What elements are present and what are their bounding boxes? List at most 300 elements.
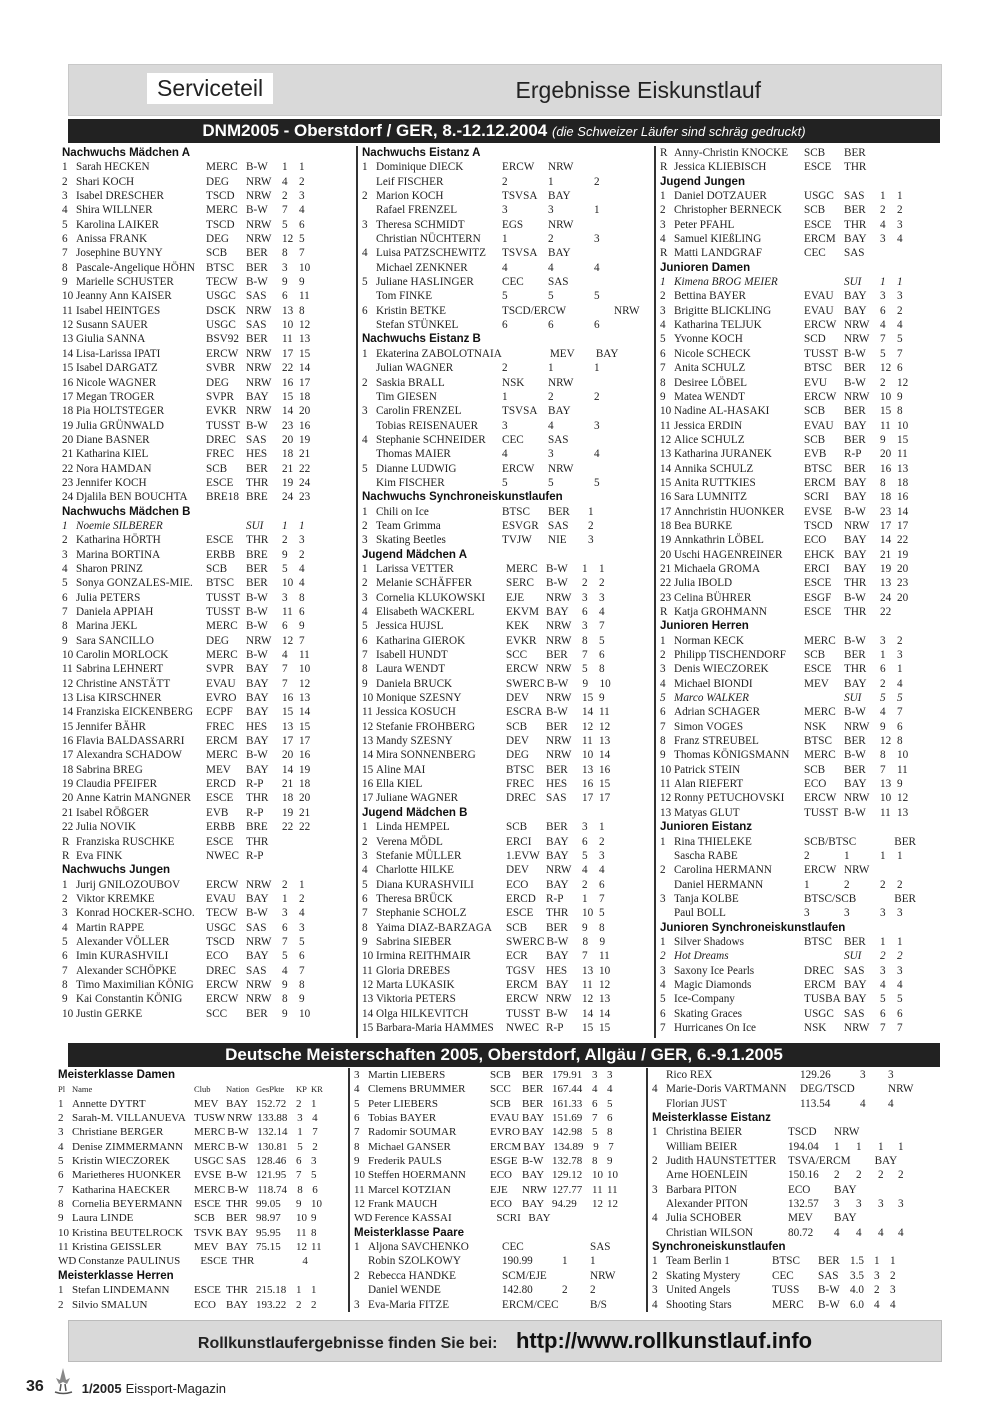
- name: Michael BIONDI: [674, 677, 753, 690]
- name: Matea WENDT: [674, 390, 745, 403]
- name: Samuel KIEßLING: [674, 233, 762, 246]
- result-row: [660, 232, 950, 246]
- score-a: 21: [282, 462, 294, 475]
- score-b: 3: [897, 964, 903, 977]
- score-a: 3: [880, 233, 886, 246]
- place: 15: [362, 1021, 374, 1034]
- score-a: [598, 1211, 611, 1225]
- club: SCB: [206, 247, 228, 260]
- score-a: NRW: [614, 304, 640, 317]
- score-a: 9: [282, 548, 288, 561]
- score-a: 3: [582, 620, 588, 633]
- name: Cornelia BEYERMANN: [72, 1198, 183, 1211]
- score-a: 20: [880, 448, 892, 461]
- result-row: [362, 605, 656, 619]
- name: Stephanie SCHOLZ: [376, 907, 467, 920]
- result-row: [62, 232, 354, 246]
- club: ESGE: [490, 1155, 518, 1168]
- place: 1: [62, 519, 68, 532]
- result-row: [652, 1183, 948, 1197]
- club: EVKR: [206, 405, 237, 418]
- result-row: [58, 1111, 348, 1125]
- region: R-P: [246, 849, 264, 862]
- place: 24: [62, 491, 74, 504]
- score-b: 12: [897, 376, 909, 389]
- result-row: [362, 849, 656, 863]
- score-a: 2: [296, 1097, 302, 1110]
- score-a: B/S: [590, 1298, 607, 1311]
- score-b: 20: [897, 591, 909, 604]
- name: Anita RUTTKIES: [674, 476, 756, 489]
- score-b: 9: [897, 778, 903, 791]
- region: NRW: [844, 333, 870, 346]
- score-a: 16: [880, 462, 892, 475]
- score-a: 2: [880, 878, 886, 891]
- category-heading: Meisterklasse Eistanz: [652, 1112, 771, 1125]
- place: R: [660, 161, 668, 174]
- name: Giulia SANNA: [76, 333, 146, 346]
- score-a: BAY: [595, 347, 619, 360]
- club: TVJW: [502, 534, 532, 547]
- club: BTSC: [804, 362, 832, 375]
- club: TSCD/ERCW: [502, 304, 567, 317]
- result-row: [354, 1183, 648, 1197]
- club: ERBB: [206, 821, 236, 834]
- club: CEC: [804, 247, 826, 260]
- total: 1.5: [850, 1255, 864, 1268]
- event-title: DNM2005 - Oberstdorf / GER, 8.-12.12.2004: [202, 121, 548, 140]
- score-b: 3: [299, 921, 305, 934]
- place: 22: [62, 462, 74, 475]
- result-row: [62, 246, 354, 260]
- club: EVSE: [804, 505, 832, 518]
- name: Shari KOCH: [76, 175, 135, 188]
- name: Juliane HASLINGER: [376, 276, 474, 289]
- club: BTSC: [772, 1255, 800, 1268]
- score-a: 7: [282, 663, 288, 676]
- result-row: [660, 591, 950, 605]
- score-a: 1: [880, 190, 886, 203]
- place: 11: [660, 419, 671, 432]
- region: BER: [522, 1069, 544, 1081]
- score-a: 8: [880, 476, 886, 489]
- region: [853, 1154, 873, 1168]
- score-b: 2: [878, 1169, 884, 1182]
- name: Alexander SCHÖPKE: [76, 964, 177, 977]
- category-heading: Meisterklasse Herren: [58, 1269, 174, 1282]
- region: 1: [834, 1140, 840, 1153]
- club: MERC: [194, 1126, 226, 1139]
- score-a: 12: [592, 1198, 603, 1211]
- score-a: 2: [880, 677, 886, 690]
- result-row: [362, 935, 656, 949]
- name: Dianne LUDWIG: [376, 462, 457, 475]
- place: 6: [362, 634, 368, 647]
- name: Linda HEMPEL: [376, 821, 450, 834]
- club: EGS: [502, 218, 524, 231]
- result-row: [58, 1240, 348, 1254]
- club: NSK: [804, 1021, 827, 1034]
- club: SCB: [490, 1069, 511, 1081]
- club: ERCW: [502, 161, 535, 174]
- score-b: 4: [299, 907, 305, 920]
- score-a: 1: [282, 519, 288, 532]
- place: 4: [62, 562, 68, 575]
- region: THR: [246, 835, 269, 848]
- place: [362, 261, 374, 275]
- region: B-W: [844, 347, 866, 360]
- place: 2: [652, 1269, 658, 1282]
- score-b: 17: [599, 792, 611, 805]
- region: BER: [246, 261, 268, 274]
- region: [562, 1269, 588, 1283]
- name: Simon VOGES: [674, 720, 744, 733]
- place: 8: [660, 376, 666, 389]
- region: [858, 892, 892, 906]
- name: Annchristin HUONKER: [674, 505, 785, 518]
- place: 19: [62, 419, 74, 432]
- score-b: 2: [312, 1140, 318, 1153]
- place: 5: [660, 333, 666, 346]
- name: Shira WILLNER: [76, 204, 153, 217]
- result-row: [660, 705, 950, 719]
- region: BER: [818, 1255, 840, 1268]
- place: 6: [362, 892, 368, 905]
- result-row: [362, 921, 656, 935]
- region: BAY: [546, 878, 569, 891]
- region: BER: [246, 562, 268, 575]
- score-b: 1: [599, 562, 605, 575]
- score-a: 4: [880, 218, 886, 231]
- score-a: 2: [296, 1298, 302, 1311]
- score-a: 4: [594, 261, 600, 274]
- score-a: 3: [582, 821, 588, 834]
- club: ESCE: [506, 907, 534, 920]
- result-row: [362, 476, 656, 490]
- score-a: 13: [880, 778, 892, 791]
- result-row: [62, 318, 354, 332]
- region: BAY: [546, 849, 569, 862]
- club: ERCW: [804, 864, 837, 877]
- score-b: 18: [299, 778, 311, 791]
- result-row: [362, 791, 656, 805]
- region: SAS: [246, 290, 267, 303]
- score-a: 5: [582, 663, 588, 676]
- club: MERC: [804, 706, 836, 719]
- score-a: SAS: [590, 1241, 611, 1254]
- event-banner-dnm: [68, 119, 940, 143]
- name: Adrian SCHAGER: [674, 706, 761, 719]
- score-a: 18: [880, 491, 892, 504]
- place: 1: [362, 821, 368, 834]
- result-row: [62, 619, 354, 633]
- region: BAY: [844, 233, 867, 246]
- place: 12: [62, 677, 74, 690]
- name: Flavia BALDASSARRI: [76, 735, 185, 748]
- place: 17: [62, 390, 74, 403]
- score-b: 3: [607, 1069, 613, 1081]
- place: 17: [660, 505, 672, 518]
- club: TSCD: [206, 218, 235, 231]
- result-row: [362, 433, 656, 447]
- name: Nicole WAGNER: [76, 376, 157, 389]
- score-b: 5: [299, 935, 305, 948]
- name: Marielle SCHUSTER: [76, 276, 174, 289]
- score-b: [897, 246, 912, 260]
- result-row: [62, 275, 354, 289]
- score-b: [881, 1211, 899, 1225]
- result-row: [362, 978, 656, 992]
- score-b: 6: [897, 720, 903, 733]
- result-row: [354, 1298, 648, 1312]
- place: 22: [660, 577, 672, 590]
- name: Aline MAI: [376, 763, 426, 776]
- region: SUI: [844, 692, 862, 705]
- name: Sonya GONZALES-MIE.: [76, 577, 193, 590]
- total-points: 99.05: [256, 1198, 281, 1211]
- place: 4: [362, 433, 368, 446]
- score-b: 23: [299, 491, 311, 504]
- score-b: 9: [599, 692, 605, 705]
- score-a: 7: [880, 1021, 886, 1034]
- score-b: 1: [599, 821, 605, 834]
- place: 21: [62, 448, 74, 461]
- score-b: 6: [299, 606, 305, 618]
- place: 21: [660, 562, 672, 575]
- score-a: 2: [588, 519, 594, 532]
- score-b: 2: [897, 950, 903, 963]
- name: Julia SCHOBER: [666, 1212, 742, 1225]
- place: 4: [652, 1083, 658, 1096]
- region: SAS: [246, 319, 267, 332]
- name: Josephine BUYNY: [76, 247, 163, 260]
- club: DEG/TSCD: [800, 1083, 855, 1096]
- score-b: 5: [599, 634, 605, 647]
- category-heading: Nachwuchs Synchroneiskunstlaufen: [362, 491, 563, 504]
- name: Kai Constantin KÖNIG: [76, 993, 183, 1006]
- score-b: [605, 533, 620, 547]
- place: [354, 1254, 366, 1268]
- result-row: [62, 376, 354, 390]
- score-b: 21: [299, 448, 311, 461]
- score-b: [899, 1154, 917, 1168]
- result-row: [362, 562, 656, 576]
- name: Frank MAUCH: [368, 1198, 438, 1211]
- score-a: 5: [594, 476, 600, 489]
- name: Nora HAMDAN: [76, 462, 152, 475]
- region: NRW: [546, 735, 572, 748]
- result-row: [660, 404, 950, 418]
- score-b: 7: [897, 347, 903, 360]
- name: Anissa FRANK: [76, 233, 148, 246]
- region: NRW: [546, 692, 572, 705]
- name: Rebecca HANDKE: [368, 1269, 456, 1282]
- score-a: 2: [856, 1169, 862, 1182]
- club: TUSST: [206, 591, 241, 604]
- region: B-W: [246, 419, 268, 432]
- club: 4: [502, 261, 508, 274]
- score-b: 4: [312, 1112, 318, 1125]
- score-a: 14: [880, 534, 892, 547]
- club: ECO: [804, 778, 827, 791]
- name: Irmina REITHMAIR: [376, 950, 471, 963]
- region: B-W: [546, 577, 568, 590]
- club: TUSS: [772, 1284, 800, 1297]
- region: THR: [246, 534, 269, 547]
- result-row: [660, 318, 950, 332]
- score-b: 2: [311, 1298, 317, 1311]
- result-row: [362, 318, 656, 332]
- name: United Angels: [666, 1284, 731, 1297]
- score-b: 21: [299, 806, 311, 819]
- name: Franziska RUSCHKE: [76, 835, 175, 848]
- score-a: 19: [282, 476, 294, 489]
- result-row: [62, 548, 354, 562]
- name: Leif FISCHER: [376, 175, 444, 188]
- score-a: 1: [282, 892, 288, 905]
- place: 8: [362, 921, 368, 934]
- result-row: [62, 849, 354, 863]
- region: BAY: [226, 1298, 249, 1311]
- place: 8: [660, 735, 666, 748]
- region: SAS: [818, 1269, 839, 1282]
- club: DEG: [506, 749, 529, 762]
- name: Olga HILKEVITCH: [376, 1007, 469, 1020]
- place: 2: [660, 649, 666, 662]
- score-a: 11: [282, 333, 293, 346]
- total-points: 215.18: [256, 1284, 287, 1297]
- score-b: 3: [878, 1198, 884, 1211]
- name: Hot Dreams: [674, 950, 729, 963]
- name: Katja GROHMANN: [674, 606, 767, 618]
- score-a: 8: [592, 1155, 598, 1168]
- name: Stefanie FROHBERG: [376, 720, 476, 733]
- region: THR: [546, 907, 569, 920]
- score-a: 1: [588, 505, 594, 518]
- result-row: [62, 533, 354, 547]
- region: BAY: [844, 978, 867, 991]
- name: Rina THIELEKE: [674, 835, 752, 848]
- club: BTSC: [804, 935, 832, 948]
- club: EVB: [804, 448, 827, 461]
- name: Rafael FRENZEL: [376, 204, 458, 217]
- score-b: 4: [599, 606, 605, 618]
- region: BAY: [522, 1112, 545, 1125]
- place: 23: [62, 476, 74, 489]
- region: NRW: [522, 1183, 548, 1196]
- region: BAY: [226, 1241, 249, 1254]
- place: 1: [354, 1241, 360, 1254]
- score-a: 5: [880, 692, 886, 705]
- place: 6: [62, 233, 68, 246]
- name: Jennifer KOCH: [76, 476, 147, 489]
- score-c: 4: [898, 1226, 904, 1239]
- score-b: [299, 835, 314, 849]
- name: Skating Beetles: [376, 534, 446, 547]
- result-row: [62, 806, 354, 820]
- total-points: 94.29: [552, 1198, 577, 1211]
- result-row: [362, 820, 656, 834]
- result-row: [652, 1154, 948, 1168]
- result-row: [62, 419, 354, 433]
- region: BAY: [844, 534, 867, 547]
- club: SVBR: [206, 362, 236, 375]
- total-points: 152.72: [256, 1097, 287, 1110]
- result-row: [652, 1082, 948, 1096]
- club: ECO: [490, 1169, 512, 1182]
- name: Aljona SAVCHENKO: [368, 1241, 469, 1254]
- club: MERC: [206, 620, 238, 633]
- place: 3: [362, 591, 368, 604]
- place: 4: [362, 247, 368, 260]
- name: Annette DYTRT: [72, 1097, 146, 1110]
- name: Hurricanes On Ice: [674, 1021, 756, 1034]
- score-b: 8: [897, 405, 903, 418]
- score-a: 6: [282, 921, 288, 934]
- place: 7: [354, 1126, 360, 1139]
- club: BTSC: [506, 763, 534, 776]
- place: 1: [660, 634, 666, 647]
- place: 9: [362, 935, 368, 948]
- name: Julia PETERS: [76, 591, 141, 604]
- region: NRW: [844, 319, 870, 332]
- score-b: 7: [599, 620, 605, 633]
- place: [362, 175, 374, 189]
- score-a: 6: [282, 620, 288, 633]
- place: 8: [354, 1140, 360, 1153]
- region: NRW: [844, 864, 870, 877]
- name: William BEIER: [666, 1140, 738, 1153]
- score-a: 13: [282, 720, 294, 733]
- region: BER: [844, 462, 866, 475]
- score-a: 3: [880, 290, 886, 303]
- place: 7: [362, 649, 368, 662]
- category-heading: Meisterklasse Paare: [354, 1226, 464, 1239]
- place: [652, 1068, 664, 1082]
- place: 12: [362, 720, 374, 733]
- result-row: [652, 1226, 948, 1240]
- result-row: [362, 447, 656, 461]
- banner-url-link[interactable]: http://www.rollkunstlauf.info: [515, 1328, 813, 1353]
- score-a: 4: [592, 1083, 598, 1096]
- region: BAY: [844, 778, 867, 791]
- name: Laura WENDT: [376, 663, 446, 676]
- region: BRE: [246, 491, 268, 504]
- place: 8: [362, 663, 368, 676]
- result-row: [62, 720, 354, 734]
- result-row: [362, 863, 656, 877]
- score-b: 3: [299, 190, 305, 203]
- region: B-W: [546, 1007, 568, 1020]
- club: SVPR: [206, 390, 234, 403]
- score-a: 3: [282, 261, 288, 274]
- score-b: 5: [897, 993, 903, 1006]
- club: USGC: [206, 921, 236, 934]
- region: 4: [834, 1226, 840, 1239]
- score-b: 14: [599, 749, 611, 762]
- region: B-W: [246, 276, 268, 289]
- score-a: 24: [880, 591, 892, 604]
- name: Susann SAUER: [76, 319, 148, 332]
- score-b: 6: [897, 1007, 903, 1020]
- result-row: [62, 892, 354, 906]
- region: THR: [844, 577, 867, 590]
- name: Christian WILSON: [666, 1226, 754, 1239]
- score-b: 5: [311, 1169, 317, 1182]
- region: NRW: [246, 175, 272, 188]
- name: Thomas MAIER: [376, 448, 451, 461]
- score-a: [594, 160, 624, 174]
